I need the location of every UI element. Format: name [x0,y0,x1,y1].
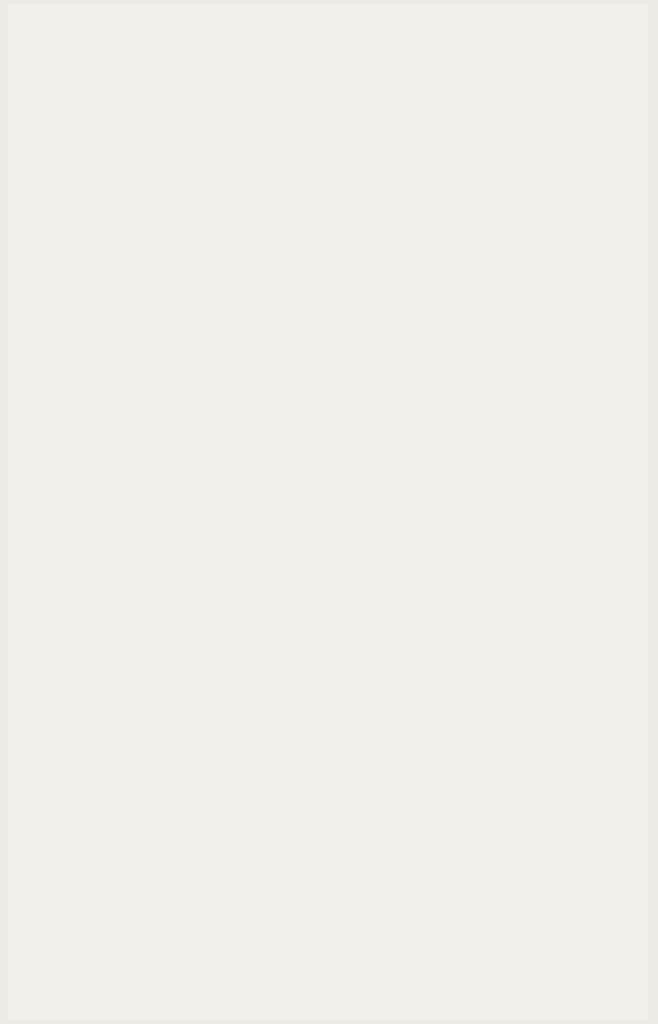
book-page [8,4,648,1020]
